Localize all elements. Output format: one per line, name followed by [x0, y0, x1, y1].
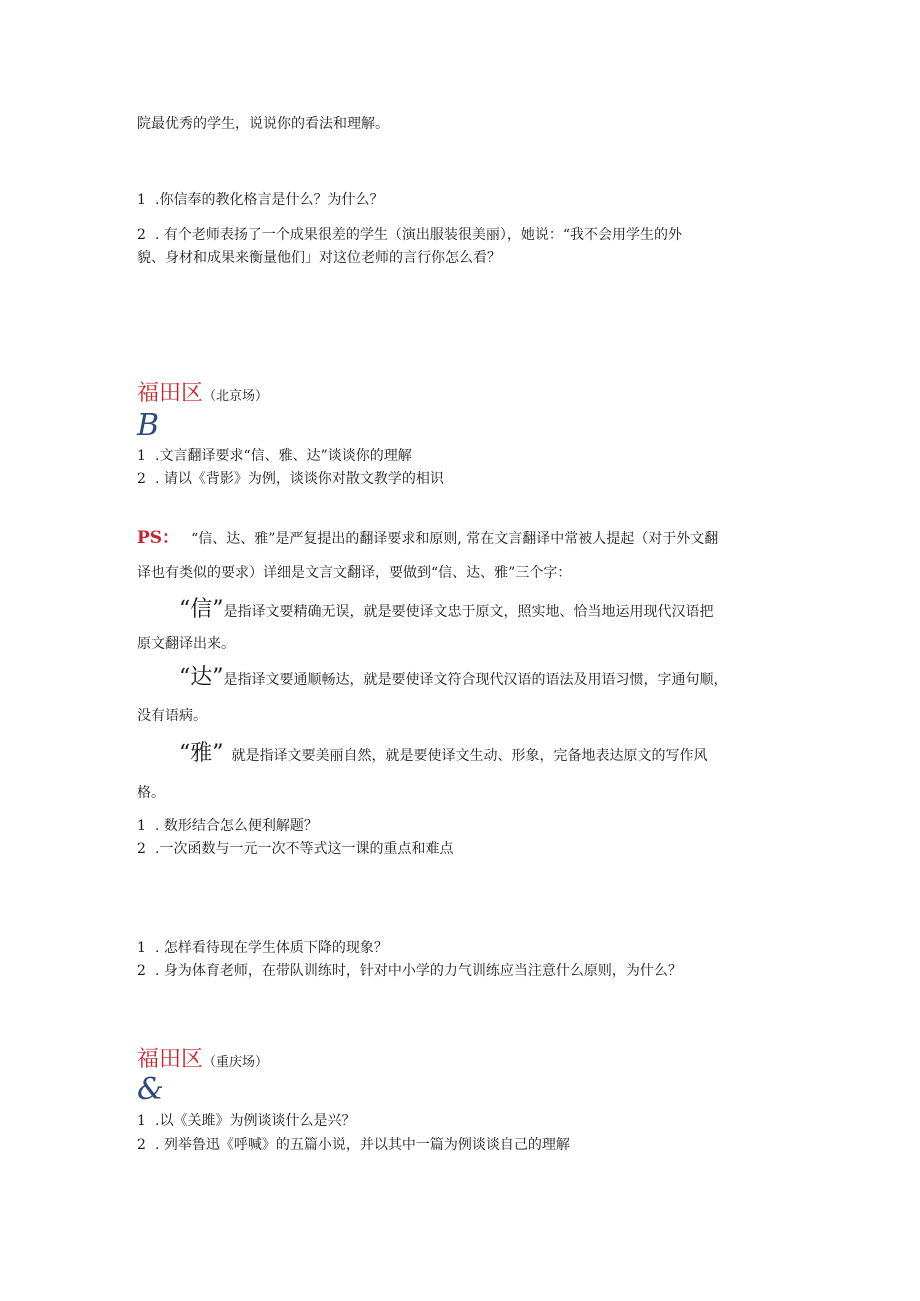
term-xin: “信” [179, 597, 224, 622]
section-heading-chongqing [137, 1042, 268, 1073]
term-da: “达” [179, 665, 224, 690]
term-da-desc: 是指译文要通顺畅达，就是要使译文符合现代汉语的语法及用语习惯，字通句顺， [223, 672, 728, 688]
question-item [137, 938, 388, 958]
question-item [137, 225, 682, 245]
question-number: 1 [137, 448, 146, 464]
term-ya-desc: 就是指译文要美丽自然，就是要使译文生动、形象，完备地表达原文的写作风 [231, 748, 708, 764]
question-text: . 怎样看待现在学生体质下降的现象？ [155, 940, 388, 956]
question-text: .一次函数与一元一次不等式这一课的重点和难点 [155, 841, 454, 857]
ps-ya-line [179, 740, 708, 770]
question-number: 1 [137, 818, 146, 834]
question-text: . 身为体育老师，在带队训练时，针对中小学的力气训练应当注意什么原则，为什么？ [155, 963, 682, 979]
question-item [137, 446, 412, 466]
question-text: . 请以《背影》为例，谈谈你对散文教学的相识 [155, 471, 444, 487]
question-item [137, 1135, 570, 1155]
question-text: .以《关雎》为例谈谈什么是兴？ [155, 1113, 356, 1129]
question-item [137, 961, 682, 981]
question-number: 2 [137, 1137, 146, 1153]
intro-line: 院最优秀的学生，说说你的看法和理解。 [137, 116, 389, 132]
term-xin-desc: 是指译文要精确无误，就是要使译文忠于原文，照实地、恰当地运用现代汉语把 [223, 604, 714, 620]
ps-line [137, 528, 718, 549]
section-heading-beijing [137, 376, 268, 407]
ps-da-line [179, 664, 728, 694]
venue-subtitle: （重庆场） [203, 1055, 269, 1070]
question-item [137, 190, 383, 210]
ps-line: 没有语病。 [137, 708, 207, 724]
question-number: 2 [137, 963, 146, 979]
ps-text: “信、达、雅”是严复提出的翻译要求和原则, 常在文言翻译中常被人提起（对于外文翻 [191, 531, 719, 547]
term-ya: “雅” [179, 741, 224, 766]
district-title: 福田区 [137, 1047, 204, 1072]
question-number: 2 [137, 841, 146, 857]
decorative-ampersand: & [137, 1072, 164, 1107]
question-text: . 数形结合怎么便利解题？ [155, 818, 318, 834]
question-item [137, 469, 444, 489]
question-text: .文言翻译要求“信、雅、达”谈谈你的理解 [155, 448, 412, 464]
question-item [137, 839, 453, 859]
ps-line: 格。 [137, 785, 165, 801]
question-item [137, 816, 318, 836]
question-number: 1 [137, 940, 146, 956]
decorative-letter-b: B [137, 408, 160, 443]
district-title: 福田区 [137, 381, 204, 406]
ps-label: PS： [137, 528, 180, 548]
question-text: . 有个老师表扬了一个成果很差的学生（演出服装很美丽），她说：“我不会用学生的外 [155, 227, 683, 243]
venue-subtitle: （北京场） [203, 389, 269, 404]
question-number: 2 [137, 227, 146, 243]
question-number: 2 [137, 471, 146, 487]
ps-line: 译也有类似的要求）详细是文言文翻译，要做到“信、达、雅”三个字： [137, 565, 572, 581]
question-number: 1 [137, 192, 146, 208]
question-text: . 列举鲁迅《呼喊》的五篇小说，并以其中一篇为例谈谈自己的理解 [155, 1137, 570, 1153]
question-text-continued: 貌、身材和成果来衡量他们」对这位老师的言行你怎么看？ [137, 250, 501, 266]
question-text: .你信奉的教化格言是什么？为什么？ [155, 192, 384, 208]
question-item [137, 1111, 355, 1131]
ps-xin-line [179, 596, 714, 626]
question-number: 1 [137, 1113, 146, 1129]
ps-line: 原文翻译出来。 [137, 636, 235, 652]
